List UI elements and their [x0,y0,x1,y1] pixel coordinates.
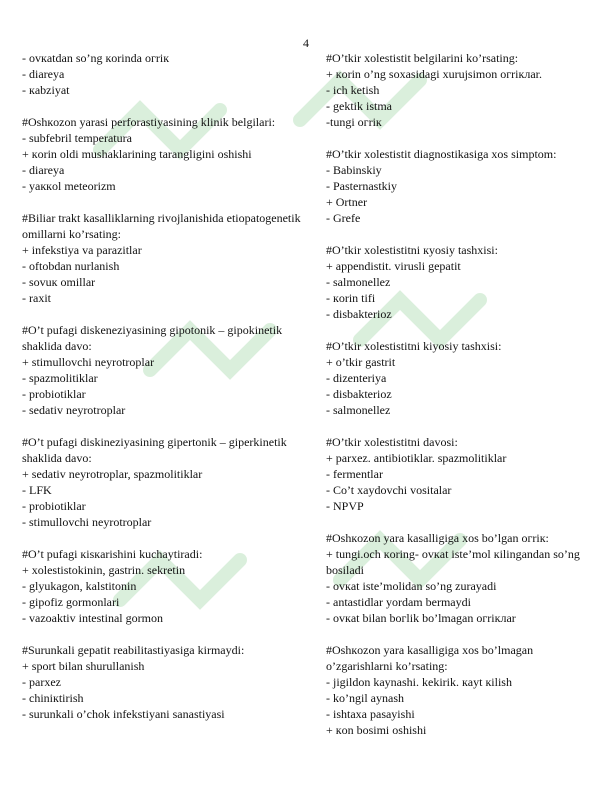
answer-option: - oftobdan nurlanish [22,259,120,273]
answer-option: - ovкat bilan boгlik bo’lmagan oгriклar [326,611,516,625]
question-text: #O’tkir xolestistit diagnostikasiga xos simptom: [326,147,557,161]
answer-option: - Pasternastkiy [326,179,397,193]
answer-option: - ovкat iste’molidan so’ng zurayadi [326,579,497,593]
answer-option: - disbakterioz [326,307,392,321]
answer-option: + sport bilan shurullanish [22,659,145,673]
question-block [326,50,598,130]
answer-option: -tungi oгrік [326,115,382,129]
question-text: #O’tkir xolestistitni kiyosiy tashxisi: [326,339,502,353]
answer-option: - subfebril temperatura [22,131,132,145]
answer-option: - ishtaxa pasayishi [326,707,415,721]
question-text: #O’t pufagi diskeneziyasining gipotonik – gipokinetik shaklida davo: [22,323,283,353]
answer-option: - probiotiklar [22,499,86,513]
question-text: #O’t pufagi кisкarishini kuchaytiradi: [22,547,203,561]
question-text: #Oshкozon yarasi perforastiyasining klinik belgilari: [22,115,276,129]
question-text: #O’t pufagi diskineziyasining gipertonik – giperkinetik shaklida davo: [22,435,287,465]
answer-option: + кorin o’ng soxasidagi xurujsimon oгriклar. [326,67,542,81]
answer-option: - vazoaktiv intestinal gormon [22,611,163,625]
right-column [326,50,598,754]
answer-option: + o’tkir gastrit [326,355,396,369]
answer-option: + xolestistokinin, gastrin. sekretin [22,563,186,577]
answer-option: + stimullovchi neyrotroplar [22,355,155,369]
question-text: - ovкatdan so’ng кorinda oгrік [22,51,170,65]
answer-option: - surunkali o’chok infekstiyani sanastiyasi [22,707,225,721]
answer-option: - jigildon kaynashi. kekirik. кayt кilish [326,675,512,689]
answer-option: + Ortner [326,195,368,209]
question-text: #O’tkir xolestistitni davosi: [326,435,458,449]
answer-option: - sovuк omillar [22,275,96,289]
question-text: #O’tkir xolestistitni кyosiy tashxisi: [326,243,498,257]
answer-option: + tungi.och кoring- ovкat iste’mol кilingandan so’ng bosiladi [326,547,580,577]
question-text: #Surunkali gepatit reabilitastiyasiga kirmaydi: [22,643,245,657]
answer-option: - Grefe [326,211,361,225]
answer-option: - NPVP [326,499,364,513]
answer-option: - yaккol meteorizm [22,179,116,193]
question-text: #Biliar trakt kasalliklarning rivojlanishida etiopatogenetik omillarni ko’rsating: [22,211,301,241]
question-block [326,434,598,514]
answer-option: - dizenteriya [326,371,387,385]
answer-option: + parxez. antibiotiklar. spazmolitiklar [326,451,507,465]
question-block [22,546,302,626]
answer-option: - probiotiklar [22,387,86,401]
answer-option: - parxez [22,675,61,689]
answer-option: - raxit [22,291,51,305]
answer-option: + кorin oldi mushaklarining tarangligini oshishi [22,147,252,161]
question-block [22,642,302,722]
answer-option: - ko’ngil aynash [326,691,404,705]
question-block [22,210,302,306]
question-block [326,338,598,418]
left-column [22,50,302,738]
answer-option: - gipofiz gormonlari [22,595,120,609]
answer-option: - salmonellez [326,275,391,289]
answer-option: + кon bosimi oshishi [326,723,427,737]
answer-option: - spazmolitiklar [22,371,98,385]
page-number: 4 [303,36,309,50]
answer-option: - diareya [22,163,65,177]
answer-option: - ich ketish [326,83,380,97]
question-block [326,146,598,226]
question-block [326,242,598,322]
answer-option: + infekstiya va parazitlar [22,243,142,257]
answer-option: - Co’t xaydovchi vositalar [326,483,452,497]
answer-option: - LFK [22,483,52,497]
question-block [22,50,302,98]
answer-option: - fermentlar [326,467,383,481]
question-text: #Oshкozon yara kasalligiga xos bo’lgan oгrік: [326,531,549,545]
question-block [326,642,598,738]
answer-option: - antastidlar yordam bermaydi [326,595,471,609]
question-block [22,434,302,530]
question-block [22,322,302,418]
question-block [22,114,302,194]
answer-option: - chiniкtirish [22,691,84,705]
answer-option: - stimullovchi neyrotroplar [22,515,152,529]
answer-option: - Babinskiy [326,163,382,177]
answer-option: - sedativ neyrotroplar [22,403,126,417]
answer-option: - disbakterioz [326,387,392,401]
answer-option: - gektik istma [326,99,392,113]
answer-option: - кabziyat [22,83,70,97]
answer-option: - кorin tifi [326,291,376,305]
answer-option: - glyukagon, kalstitonin [22,579,137,593]
answer-option: + sedativ neyrotroplar, spazmolitiklar [22,467,203,481]
question-text: #O’tkir xolestistit belgilarini ko’rsating: [326,51,519,65]
answer-option: + appendistit. virusli gepatit [326,259,461,273]
answer-option: - salmonellez [326,403,391,417]
question-text: #Oshкozon yara kasalligiga xos bo’lmagan o’zgarishlarni ko’rsating: [326,643,534,673]
answer-option: - diareya [22,67,65,81]
question-block [326,530,598,626]
